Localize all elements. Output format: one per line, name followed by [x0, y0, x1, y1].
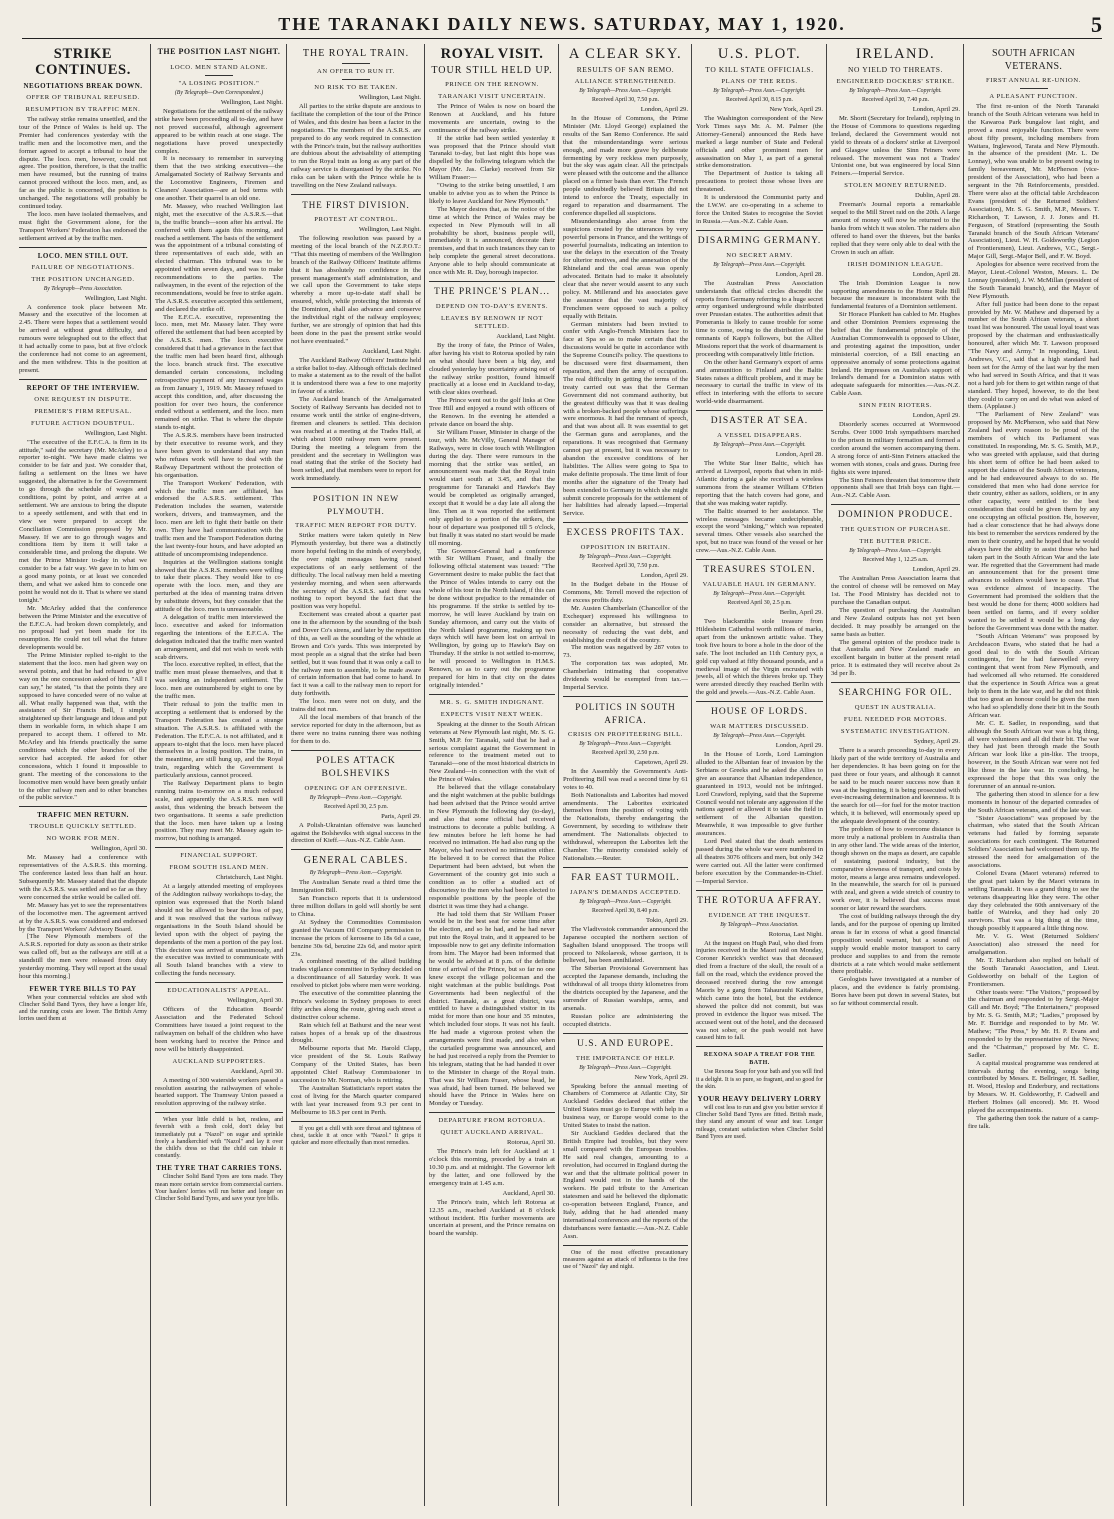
- subheading: NEGOTIATIONS BREAK DOWN.: [23, 82, 143, 90]
- credit-line: By Telegraph—Press Assn.—Copyright.: [579, 88, 672, 94]
- column-8: [965, 44, 1102, 1506]
- subheading: TRAFFIC MEN REPORT FOR DUTY.: [295, 522, 417, 530]
- column-rule: [691, 44, 692, 1506]
- dateline: London, April 29.: [640, 572, 688, 580]
- headline: POLITICS IN SOUTH AFRICA.: [575, 701, 676, 725]
- headline: DOMINION PRODUCE.: [837, 510, 954, 521]
- subheading: STOLEN MONEY RETURNED.: [844, 182, 947, 190]
- received-line: Received April 30, 7.40 p.m.: [862, 97, 929, 103]
- article-paragraph: At Sydney the Commodities Commission granted the Vacuum Oil Company permission to increase the prices of kerosene to 18s 6d a case, benzine 30s 6d, benzine 22s 6d, and motor spirit 23s.: [291, 918, 421, 958]
- article-paragraph: Inquiries at the Wellington stations tonight showed that the A.S.R.S. members were willing to take their places. They would like to co-operate with the loco. men, and they are perturbed at the idea of manning trains driven by substitute drivers, but they consider that the attitude of the loco. men is unreasonable.: [155, 558, 283, 614]
- subheading: FINANCIAL SUPPORT.: [180, 852, 258, 860]
- article-paragraph: At the inquest on Hugh Paul, who died from injuries received in the Maori raid on Monday, Coroner Kenrick's verdict was that deceased died from a fracture of the skull, the result of a fall on the road, which the evidence proved the deceased received during the row amongst Maoris by a gang from Tahaurauhi Kaitahere, which came into the hotel, but the evidence showed the police did not commit, but was proved in evidence the liquor was mixed. The accused went out of the hotel, and the deceased was not sober, or the push would not have caused him to fall.: [696, 939, 823, 1042]
- article-paragraph: Sir William Fraser, Minister in charge of the tour, with Mr. McVilly, General Manager of Railways, were in close touch with Wellington during the day. There were rumours in the morning that the strike was settled, an announcement was made that the Royal train would start south at 3.45, and that the programme for Taranaki and Hawke's Bay would be completed as originally arranged, except that it would be a day late all along the line. Then as it was reported the settlement only applied to a portion of the strikers, the hour of departure was postponed till 5 o'clock, but finally it was stated no start would be made till morning.: [429, 428, 555, 547]
- dateline: Wellington, Last Night.: [358, 94, 421, 101]
- headline: SEARCHING FOR OIL.: [838, 688, 953, 699]
- credit-line: By Telegraph—Press Association.: [43, 285, 123, 292]
- article-paragraph: The loco. executive replied, in effect, that the traffic men must please themselves, and that it was seeking an independent settlement. The loco. men are outnumbered by eight to one by the traffic men.: [155, 661, 283, 701]
- article-paragraph: [The New Plymouth members of the A.S.R.S. reported for duty as soon as their strike was called off, but as the railways are still at a standstill the men were released from duty yesterday morning. They will report at the usual hour this morning.]: [19, 933, 147, 980]
- article-paragraph: A conference took place between Mr. Massey and the executive of the locomen at 2.45. There were hopes that a settlement would be arrived at without great difficulty, and rumours were telegraphed out to the effect that it had actually come to pass, but at five o'clock the conference had not come to an agreement, and the men withdrew. This is the position at present.: [19, 303, 147, 374]
- subheading: CRISIS ON PROFITEERING BILL.: [568, 730, 683, 738]
- received-line: Received April 30, 2.5 p.m.: [323, 803, 389, 810]
- subheading: EDUCATIONALISTS' APPEAL.: [167, 987, 271, 995]
- advert-text: One of the most effective precautionary measures against an attack of influenza is the free use of "Nazol" day and night.: [563, 1249, 688, 1271]
- headline: THE FIRST DIVISION.: [302, 199, 410, 210]
- article-paragraph: Mr. McArley added that the conference between the Prime Minister and the executive of the E.F.C.A. had broken down completely, and no proposal had yet been made for its resumption. He could not tell what the future developments would be.: [19, 604, 147, 652]
- article-paragraph: A Polish-Ukrainian offensive was launched against the Bolsheviks with signal success in the direction of Kieff.—Aus.-N.Z. Cable Assn.: [291, 821, 421, 845]
- article-paragraph: Freeman's Journal reports a remarkable sequel to the Mill Street raid on the 20th. A large amount of money will now be returned to the banks from which it was stolen. The raiders also offered to hand over the thieves, but the banks replied that they were only able to deal with the Crown in such an affair.: [831, 201, 960, 256]
- article-paragraph: Speaking at the dinner to the South African veterans at New Plymouth last night, Mr. S. G. Smith, M.P. for Taranaki, said that he had a serious complaint against the Government in reference to the treatment meted out to Taranaki—one of the most historical districts in New Zealand—in connection with the visit of the Prince of Wales.: [429, 720, 555, 784]
- article-paragraph: Geologists have investigated at a number of places, and the evidence is fairly promising. Bores have been put down in several States, but so far without commercial result.: [831, 976, 960, 1008]
- dateline: Sydney, April 29.: [913, 738, 960, 746]
- article-paragraph: Mr. Austen Chamberlain (Chancellor of the Exchequer) expressed his willingness to consider an alternative, but stressed the necessity of reducing the vast debt, and establishing the credit of the country.: [563, 604, 688, 644]
- headline: THE POSITION LAST NIGHT.: [157, 47, 281, 56]
- article-paragraph: Mr. Massey had a conference with representatives of the A.S.R.S. this morning. The conference lasted less than half an hour. Subsequently Mr. Massey stated that the dispute with the A.S.R.S. was settled and so far as they were concerned the strike would be called off.: [19, 854, 147, 901]
- dateline: Wellington, Last Night.: [358, 225, 421, 233]
- dateline: Dublin, April 28.: [914, 192, 960, 200]
- article-paragraph: "South African Veterans" was proposed by Archdeacon Evans, who stated that he had a good deal to do with the South African contingents, for he had farewelled every contingent that went from New Plymouth, and had welcomed all who returned. He considered that the experience in South Africa was a great help to them in the late war, and he did not think that too great an honour could be given the men who had so splendidly done their bit in the South African war.: [968, 632, 1099, 719]
- article-paragraph: The E.F.C.A. executive, representing the loco. men, met Mr. Massey later. They were offered the settlement that had been accepted by the A.S.R.S. men. The loco. executive considered that it had a grievance in the fact that the traffic men had been heard first, although the loco. branch struck first. The executive demanded certain concessions, including retrospective payment of any increased wages as from January 1, 1919. Mr. Massey refused to accept this condition, and, after discussing the position for over two hours, the conference ended without a settlement, and the loco. men remained on strike. That is where the dispute stands to-night.: [155, 313, 283, 432]
- subheading: TOUR STILL HELD UP.: [431, 65, 553, 76]
- article-paragraph: Excitement was created about a quarter past one in the afternoon by the sounding of the bush and Dover Co's sirens, and later by the repetition of this, as well as the sounding of the whistle at Brown and Co's yards. This was interpreted by most people as a signal that the strike had been settled, but it was found that it was only a call to the railway men to assemble, to be made aware of certain information that had come to hand. In fact it was a call to the railway men to report for duty forthwith.: [291, 611, 421, 698]
- subheading: WAR MATTERS DISCUSSED.: [710, 723, 809, 731]
- subheading: "A LOSING POSITION.": [178, 80, 260, 87]
- headline: FAR EAST TURMOIL.: [571, 872, 680, 883]
- article-paragraph: The White Star liner Baltic, which has arrived at Liverpool, reports that when in mid-Atlantic during a gale she received a wireless summons from the steamer William O'Brien reporting that the hatch covers had gone, and that she was making water rapidly.: [696, 460, 823, 507]
- article-paragraph: The Australian Senate read a third time the Immigration Bill.: [291, 879, 421, 895]
- article-paragraph: The Australian Press Association understands that official circles discredit the reports from Germany referring to a huge secret army organised underground while distributed over Prussian estates. The authorities admit that Pomerania is likely to cause trouble for some time to come, owing to the distribution of the remnants of Kapp's followers, but the Allied Missions report that the work of disarmament is proceeding with comparatively little friction.: [696, 279, 823, 358]
- article-paragraph: "Owing to the strike being unsettled, I am unable to advise you as to when the Prince is likely to leave Auckland for New Plymouth.": [429, 182, 555, 205]
- article-paragraph: The Auckland branch of the Amalgamated Society of Railway Servants has decided not to resume work until the strike of engine-drivers, firemen and cleaners is settled. This decision was reached at a meeting at the Trades Hall, at which about 1000 railway men were present. During the meeting a telegram from the president and the secretary in Wellington was read stating that the strike of the Society had been settled, and that members were to report for work immediately.: [291, 396, 421, 483]
- subheading: THE QUESTION OF PURCHASE.: [840, 526, 951, 534]
- article-paragraph: Melbourne reports that Mr. Harold Clapp, vice president of the St. Louis Railway Company of the United States, has been appointed Chief Railway Commissioner in succession to Mr. Norman, who is retiring.: [291, 1045, 421, 1084]
- subheading: IRISH DOMINION LEAGUE.: [847, 260, 944, 268]
- credit-line: By Telegraph—Press Assn.—Copyright.: [579, 898, 672, 905]
- dateline: London, April 29.: [912, 106, 960, 113]
- article-paragraph: It is necessary to remember in surveying them that the two striking executives—the Amalgamated Society of Railway Servants and the Locomotive Engineers, Firemen and Cleaners' Association—are at bed terms with one another. Their quarrel is an old one.: [155, 155, 283, 202]
- advert-text: If you get a chill with sore throat and tightness of chest, tackle it at once with "Nazol." It grips it quicker and more effectually than most remedies.: [291, 1125, 421, 1146]
- received-line: Received April 30, 8.40 p.m.: [592, 907, 659, 914]
- subheading: OPENING OF AN OFFENSIVE.: [304, 784, 408, 792]
- dateline: Auckland, Last Night.: [362, 347, 421, 355]
- article-paragraph: The executive of the committee planning the Prince's welcome in Sydney proposes to erect fifty arches along the route, giving each street a distinctive colour scheme.: [291, 990, 421, 1021]
- subheading: PLANS OF THE REDS.: [721, 78, 798, 85]
- article-paragraph: The Prince went out to the golf links at One Tree Hill and enjoyed a round with officers of the Renown. In the evening he attended a private dance on board the ship.: [429, 397, 555, 428]
- article-paragraph: The Australian Press Association learns that the control of cheese will be removed on May 1st. The Food Ministry has decided not to purchase the Canadian output.: [831, 575, 960, 606]
- article-paragraph: German ministers had been invited to confer with Anglo-French Ministers face to face at Spa so as to make certain that the discussions would be quite in accordance with the Supreme Council's policy. The questions to be discussed were first disarmament, then reparation, and then the army of occupation. The real difficulty in getting the terms of the treaty carried out was that the German Government did not command authority, but the greatest difficulty was that it was dealing with a broken-backed people whose sufferings were enormous. It had the remnant of speech, and that was about all. It was essential to get the German guns and aeroplanes, and the reparations. It was recognised that Germany cannot pay at present, but it was necessary to abandon the excessive conditions of her liabilities. The Allies were going to Spa to make definite proposals. The time limit of four months after the signature of the Treaty had been extended to Germany in which she might submit concrete proposals for the settlement of her liabilities had already lapsed.—Imperial Service.: [563, 320, 688, 518]
- column-rule: [963, 44, 964, 1506]
- dateline: Paris, April 29.: [381, 812, 421, 820]
- column-6: [693, 44, 826, 1506]
- article-paragraph: The problem of how to overcome distance is more truly a national problem in Australia than in any other land. The wide areas of the interior, though shown on the maps as desert, are capable of sustaining pastoral industry, but the comparative slowness of transport, and costs by motor, means a large area remains undeveloped. In the meanwhile, the search for oil is pursued with zeal, and given a wide stretch of country to work over, it is believed that success must sooner or later reward the searchers.: [831, 826, 960, 913]
- dateline: Auckland, April 30.: [230, 1067, 283, 1075]
- subheading: DEPEND ON TO-DAY'S EVENTS.: [435, 302, 549, 310]
- subheading: QUIET AUCKLAND ARRIVAL.: [440, 1129, 544, 1137]
- headline: TREASURES STOLEN.: [703, 565, 816, 576]
- masthead: [22, 14, 1102, 39]
- article-paragraph: The Australian Statistician's report states the cost of living for the March quarter compared with last year increased from 9.3 per cent in Melbourne to 18.3 per cent in Perth.: [291, 1084, 421, 1116]
- article-paragraph: The Baltic steamed to her assistance. The wireless messages became undecipherable, except the word "sinking," which was repeated several times. Other vessels also searched the spot, but no trace was found of the vessel or her crew.—Aus.-N.Z. Cable Assn.: [696, 507, 823, 555]
- received-line: Received April 30, 7.50 p.m.: [592, 97, 659, 103]
- article-paragraph: It is understood the Communist party and the I.W.W. are co-operating in a scheme to force the United States to recognise the Soviet in Russia.—Aus.-N.Z. Cable Assn.: [696, 194, 823, 225]
- article-paragraph: Mr. C. E. Sadler, in responding, said that although the South African war was a big thing, all were volunteers and all did their bit. The war they had just been through made the South African war look like a pin-like. The troops, however, in the South African war were not fed like those in the late war. In concluding, he expressed the hope that this was only the forerunner of an annual re-union.: [968, 719, 1099, 790]
- subheading: AN OFFER TO RUN IT.: [317, 68, 395, 75]
- column-rule: [826, 44, 827, 1506]
- article-paragraph: Mr. V. G. West (Returned Soldiers' Association) also stressed the need for amalgamation.: [968, 933, 1099, 956]
- advert-heading: THE TYRE THAT CARRIES TONS.: [156, 1164, 282, 1173]
- credit-line: By Telegraph—Press Assn.—Copyright.: [713, 733, 806, 740]
- advert-text: will cost less to run and give you better service if Clincher Solid Band Tyres are fitted. British made, they stand any amount of wear and tear. Longer mileage, constant satisfaction when Clincher Solid Band Tyres are used.: [696, 1104, 823, 1140]
- article-paragraph: The loco. men have isolated themselves, and must fight the Government alone, for the Transport Workers' Federation has endorsed the settlement arrived at by the traffic men.: [19, 210, 147, 242]
- article-paragraph: Misunderstandings also arose from the suspicions created by the utterances by very powerful persons in France, and the writings of powerful journalists, indicating an intention to use the delays in the execution of the Treaty for ulterior motives, and the annexation of the Rhineland and the coal areas was openly advocated. Britain had to make it absolutely clear that she never would assent to any such policy. M. Millerand and his associates gave the assurance that the vast majority of Frenchmen were opposed to such a policy equally with Britain.: [563, 217, 688, 320]
- credit-line: By Telegraph—Press Assn.—Copyright.: [713, 261, 806, 268]
- article-paragraph: The question of purchasing the Australian and New Zealand outputs has not yet been decided. It may possibly be arranged on the same basis as butter.: [831, 606, 960, 638]
- dateline: Wellington, April 30.: [227, 997, 283, 1005]
- article-paragraph: Strike matters were taken quietly in New Plymouth yesterday, but there was a distinctly more hopeful feeling in the minds of everybody, the over night messages having raised expectations of an early settlement of the difficulty. The local railway men held a meeting yesterday morning, and when seen afterwards the secretary of the A.S.R.S. said there was nothing to report beyond the fact that the position was very hopeful.: [291, 532, 421, 611]
- article-paragraph: The A.S.R.S. members have been instructed by their executive to resume work, and they have been given to understand that any man who refuses work will have to deal with the Railway Department without the protection of his organisation.: [155, 432, 283, 479]
- dateline: Rotorua, Last Night.: [768, 930, 823, 938]
- subheading: MR. S. G. SMITH INDIGNANT.: [439, 698, 545, 706]
- article-paragraph: A capital musical programme was rendered at intervals during the evening, songs being contributed by Messrs. E. Bellringer, H. Sadlier, H. Wood, Heslop and Enderbury, and recitations by Messrs. W. H. Goldsworthy, F. Cadwell and Herbert Holmes (all encored). Mr. H. Wood played the accompaniments.: [968, 1059, 1099, 1115]
- article-paragraph: Russian police are administering the occupied districts.: [563, 1012, 688, 1028]
- credit-line: By Telegraph—Press Assn.—Copyright.: [579, 740, 672, 747]
- subheading: FAILURE OF NEGOTIATIONS.: [31, 263, 135, 271]
- subheading: ALLIANCE STRENGTHENED.: [574, 78, 677, 85]
- credit-line: By Telegraph—Press Assn.—Copyright.: [849, 548, 942, 555]
- advert-text: When your commercial vehicles are shod with Clincher Solid Band Tyres, they have a longer life, and the running costs are lower. The British Army lorries used them at: [19, 994, 147, 1023]
- article-paragraph: Mr. Massey has yet to see the representatives of the locomotive men. The agreement arrived at by the A.S.R.S. was considered and endorsed by the Transport Workers' Advisory Board.: [19, 901, 147, 933]
- article-paragraph: Two blacksmiths stole treasure from Hildesheim Cathedral worth millions of marks, apart from the unknown artistic value. They took five hours to bore a hole in the door of the safe. The loot included an 11th Century pyx, a gold cup valued at fifty thousand pounds, and a medieval image of the Virgin encrusted with jewels, all of which the thieves broke up. They were arrested directly they reached Berlin with the gold and jewels.—Aus.-N.Z. Cable Assn.: [696, 618, 823, 697]
- subheading: FROM SOUTH ISLAND MEN.: [169, 864, 269, 872]
- article-paragraph: "Sister Associations" was proposed by the chairman, who stated that the South African veterans had failed by forming separate associations for each contingent. The Returned Soldiers' Association had welcomed them up. He stressed the need for amalgamation of the associations.: [968, 814, 1099, 869]
- received-line: Received May 1, 12.25 a.m.: [862, 557, 929, 564]
- column-rule: [286, 44, 287, 1506]
- subheading: TROUBLE QUICKLY SETTLED.: [29, 823, 137, 831]
- subheading: DEPARTURE FROM ROTORUA.: [438, 1117, 546, 1125]
- article-paragraph: In the House of Lords, Lord Lamington alluded to the Albanian fear of invasion by the Serbians or Greeks and he asked the Allies to give an assurance that Albanian independence, guaranteed in 1913, would not be infringed. Lord Crawford, replying, said that the Supreme Council would not tolerate any aggression if the nations agreed or allowed it to take the field in settlement of the Albanian question. Meanwhile, it was impossible to give further assurances.: [696, 751, 823, 838]
- headline: HOUSE OF LORDS.: [710, 707, 809, 718]
- dateline: London, April 29.: [640, 106, 688, 113]
- article-paragraph: Mr. Shortt (Secretary for Ireland), replying in the House of Commons to questions regarding Ireland, declared the Government would not yield to threats of a dockers' strike at Liverpool and Glasgow unless the Sinn Feiners were released. The movement was not a Trades' Unionist one, but was engineered by local Sinn Feiners.—Imperial Service.: [831, 115, 960, 178]
- credit-line: By Telegraph—Press Assn.—Copyright.: [713, 88, 806, 94]
- subheading: TARANAKI VISIT UNCERTAIN.: [438, 93, 546, 100]
- article-paragraph: Negotiations for the settlement of the railway strike have been proceeding all to-day, and have not proved successful, although agreement appeared to be within reach at one stage. The negotiations have proved unexpectedly complex.: [155, 108, 283, 155]
- dateline: Auckland, April 30.: [502, 1189, 555, 1197]
- headline: THE ROYAL TRAIN.: [302, 48, 410, 59]
- subheading: QUEST IN AUSTRALIA.: [854, 704, 937, 712]
- article-paragraph: The following resolution was passed by a meeting of the local branch of the N.Z.P.O.T.: "That this meeting of members of the Wellington branch of the Railway Officers' Institute affirms that it has absolutely no confidence in the present management's staff administration, and we call upon the Government to take steps whereby a more up-to-date staff shall be ensured, which, while protecting the interests of the Dominion, shall also advance and conserve the individual right of the railway employees; further, we are strongly of opinion that had this been done in the past the present strike would not have eventuated.": [291, 234, 421, 345]
- dateline: Capetown, April 29.: [634, 758, 688, 766]
- subheading: RESULTS OF SAN REMO.: [576, 65, 675, 74]
- column-rule: [558, 44, 559, 1506]
- article-paragraph: "The Parliament of New Zealand" was proposed by Mr. McPherson, who said that New Zealand had every reason to be proud of the members of which its Parliament was constituted. In responding, Mr. S. G. Smith, M.P., who was greeted with applause, said that during his short term of office he had been asked to support the claims of the South African veterans, and he had endeavoured always to do so. He considered that men who had done service for their country, either as sailors, soldiers, or in any other capacity, were entitled to the best consideration that could be given them by any one occupying an official position. He, however, had a clear conscience that he had always done his best to remember the services rendered by the men to their country, and he hoped that he would always have the ability to assist those who had taken part in the South African War and the late war. He regretted that the Government had made an announcement that for the present time advances to soldiers would have to cease. That was evidence almost of incapacity. The Government had promised the soldiers that the best would be done for them; 4000 soldiers had been settled on farms, and if every soldier wanted to be settled it would be a long day before the Government was done with the matter.: [968, 411, 1099, 632]
- subheading: AUCKLAND SUPPORTERS.: [172, 1057, 266, 1065]
- subheading: EXPECTS VISIT NEXT WEEK.: [440, 710, 544, 718]
- article-paragraph: The cost of building railways through the dry lands, and for the purpose of opening up limited areas is far in excess of what a good financial proposition would warrant, but a sound oil supply would enable motor transport to carry produce and supplies to and from the remote districts at a rate which would make settlement there profitable.: [831, 913, 960, 976]
- article-paragraph: The gathering then stood in silence for a few moments in honour of the departed comrades of the South African veterans, and of the late war.: [968, 790, 1099, 814]
- advert-text: When your little child is hot, restless, and feverish with a fresh cold, don't delay but immediately put a "Nazol" on sugar and sprinkle freely a handkerchief with "Nazol" and lay it over the child's dress so that the child can inhale it constantly.: [155, 1117, 283, 1160]
- credit-line: (By Telegraph—Own Correspondent.): [174, 90, 264, 96]
- subheading: LOCO. MEN STILL OUT.: [37, 251, 129, 260]
- article-paragraph: A meeting of 300 waterside workers passed a resolution assuring the railwaymen of whole-hearted support. The Tramway Union passed a resolution approving of the railway strike.: [155, 1076, 283, 1108]
- dateline: Wellington, April 30.: [91, 845, 147, 853]
- article-paragraph: The corporation tax was adopted, Mr. Chamberlain intimating that cooperative dividends would be exempted from tax.—Imperial Service.: [563, 660, 688, 691]
- subheading: A PLEASANT FUNCTION.: [989, 93, 1078, 100]
- dateline: Berlin, April 29.: [779, 609, 823, 617]
- article-paragraph: At a largely attended meeting of employees of the Addington railway workshops to-day, the opinion was expressed that the North Island should not be allowed to bear the loss of pay, and it was resolved that the various railway organisations in the South Island should be levied upon with the object of paying the dependants of the men a portion of the pay lost. This decision was arrived at unanimously, and the executive was invited to communicate with all South Island branches with a view to collecting the funds necessary.: [155, 883, 283, 978]
- advert-text: Use Rexona Soap for your bath and you will find it a delight. It is so pure, so fragrant, and so good for the skin.: [696, 1069, 823, 1090]
- article-paragraph: Officers of the Education Boards' Association and the Federated School Committees have issued a joint request to the railwaymen on behalf of the children who have been working hard to receive the Prince and now will be bitterly disappointed.: [155, 1006, 283, 1053]
- article-paragraph: The Prince of Wales is now on board the Renown at Auckland, and his future movements are uncertain, owing to the continuance of the railway strike.: [429, 103, 555, 134]
- article-paragraph: Disorderly scenes occurred at Wormwood Scrubs. Over 1000 Irish sympathisers marched to the prison in military formation and formed a cordon around the women accompanying them. A strong force of anti-Sinn Feiners attacked the women with stones, coals and grass. During free fights six were injured.: [831, 421, 960, 476]
- credit-line: By Telegraph—Press Assn.—Copyright.: [849, 88, 942, 94]
- column-rule: [424, 44, 425, 1506]
- subheading: EVIDENCE AT THE INQUEST.: [708, 911, 811, 919]
- dateline: London, April 28.: [912, 270, 960, 278]
- subheading: PRINCE ON THE RENOWN.: [445, 81, 539, 88]
- article-paragraph: The Mayor desires that, as the notice of the time at which the Prince of Wales may be expected in New Plymouth will in all probability be short, business people will, immediately it is announced, decorate their premises, and that in such instances they can to help complete the general street decorations. Anyone able to help should communicate at once with Mr. R. Day, borough inspector.: [429, 205, 555, 277]
- subheading: LEAVES BY RENOWN IF NOT SETTLED.: [440, 314, 544, 330]
- dateline: London, April 29.: [775, 742, 823, 750]
- headline: THE PRINCE'S PLAN...: [434, 286, 550, 297]
- article-paragraph: "The executive of the E.F.C.A. is firm in its attitude," said the secretary (Mr. McArley) to a reporter to-night. "We have made claims we consider to be fair and just. We consider that, failing a settlement on the lines we have suggested, the alternative is for the Government to go through the schedule of wages and conditions, point by point, and arrive at a settlement. We are anxious to bring the dispute to a speedy settlement, and with that end in view we were prepared to accept the Conciliation Commission proposed by Mr. Massey. If we are to go through wages and conditions item by item it will take a considerable time, and prolong the dispute. We met the Prime Minister to-day in what we consider to be a fair way. We gave in to him on a good many points, or at least we conceded them, and what we asked him to concede one point he would not do it. That is where we stand tonight.": [19, 438, 147, 604]
- headline: U.S. AND EUROPE.: [576, 1038, 675, 1049]
- advert-heading: REXONA SOAP A TREAT FOR THE BATH.: [703, 1052, 816, 1067]
- received-line: Received April 30, 2.50 p.m.: [592, 749, 659, 756]
- subheading: THE IMPORTANCE OF HELP.: [575, 1054, 676, 1062]
- advert-heading: YOUR HEAVY DELIVERY LORRY: [697, 1094, 822, 1103]
- column-3: [288, 44, 424, 1506]
- article-paragraph: The Department of Justice is taking all precautions to protect those whose lives are threatened.: [696, 170, 823, 194]
- headline: DISASTER AT SEA.: [710, 416, 809, 427]
- subheading: ONE REQUEST IN DISPUTE.: [34, 395, 132, 403]
- article-paragraph: The Auckland Railway Officers' Institute held a strike ballot to-day. Although officials declined to make a statement as to the result of the ballot it is understood there was a few to one majority in favour of a strike.: [291, 356, 421, 396]
- subheading: A VESSEL DISAPPEARS.: [717, 432, 802, 440]
- article-paragraph: The loco. men were not on duty, and the trains did not run.: [291, 698, 421, 714]
- dateline: New York, April 29.: [634, 1073, 688, 1081]
- subheading: OFFER OF TRIBUNAL REFUSED.: [26, 94, 140, 101]
- credit-line: By Telegraph—Press Assn.—Copyright.: [579, 554, 672, 561]
- article-paragraph: After full justice had been done to the repast provided by Mr. W. Mathew and dispersed by a number of the South African veterans, a short toast list was honoured. The usual loyal toast was proposed by the chairman and enthusiastically honoured, after which Mr. T. Lawson proposed "The Navy and Army." In responding, Lieut. Andrews, V.C., said that a high standard had been set for the Army of the last war by the men who had served in South Africa, and that it was not a hard job for them to get within range of that standard. They hoped, however, to do the best they could to carry on and do what was asked of them. (Applause.): [968, 300, 1099, 411]
- credit-line: By Telegraph—Press Assn.—Copyright.: [579, 1064, 672, 1071]
- subheading: NO WORK FOR MEN.: [46, 835, 120, 843]
- subheading: PREMIER'S FIRM REFUSAL.: [34, 407, 132, 415]
- article-paragraph: If the strike had been settled yesterday it was proposed that the Prince should visit Taranaki to-day, but last night this hope was dispelled by the following telegram which the Mayor (Mr. Jas. Clarke) received from Sir William Fraser:—: [429, 134, 555, 182]
- subheading: THE POSITION UNCHANGED.: [31, 275, 135, 283]
- headline: STRIKE CONTINUES.: [35, 46, 131, 78]
- article-paragraph: The Siberian Provisional Government has accepted the Japanese demands, including the withdrawal of all troops thirty kilometres from the districts occupied by the Japanese, and the surrender of Russian warships, arms, and arsenals.: [563, 965, 688, 1012]
- headline: U.S. PLOT.: [717, 46, 802, 62]
- subheading: SINN FEIN RIOTERS.: [858, 402, 933, 410]
- article-paragraph: By the irony of fate, the Prince of Wales, after having his visit to Rotorua spoiled by rain on what should have been a big day, and clouded yesterday by uncertainty arising out of the railway strike position, found himself practically at a loose end in Auckland to-day, with clear skies overhead.: [429, 341, 555, 397]
- article-paragraph: The Prince's train, which left Rotorua at 12.35 a.m., reached Auckland at 8 o'clock without incident. His further movements are uncertain at present, and the Prince remains on board the warship.: [429, 1198, 555, 1238]
- column-7: [828, 44, 963, 1506]
- article-paragraph: The general opinion of the produce trade is that Australia and New Zealand made an excellent bargain in butter at the present retail price. It is estimated they will receive about 2s 3d per lb.: [831, 638, 960, 678]
- credit-line: By Telegraph—Press Assn.—Copyright.: [713, 442, 806, 449]
- headline: GENERAL CABLES.: [303, 855, 409, 867]
- article-paragraph: The Governor-General had a conference with Sir William Fraser, and finally the following official statement was issued: "The Government desire to make public the fact that the Prince of Wales intends to carry out the whole of his tour in the North Island, if this can be done without prejudice to the remainder of his programme. If the strike is settled by to-morrow, he will leave Auckland by train on Sunday afternoon, and carry out the visits of the North Island programme, making up two days which will have been lost on arrival in Wellington, by going up to Hawke's Bay on Thursday. If the strike is not settled to-morrow, he will proceed to Wellington in H.M.S. Renown, so as to carry out the programme prepared for him in that city on the dates originally intended.": [429, 547, 555, 689]
- subheading: ENGINEERED DOCKERS' STRIKE.: [836, 78, 955, 85]
- article-paragraph: On the other hand Germany's export of arms and ammunition to Finland and the Baltic States raises a difficult problem, and it may be necessary to curtail the traffic in view of its effect in interfering with the efforts to secure world-wide disarmament.: [696, 358, 823, 406]
- article-paragraph: He believed that the village constabulary and the night watchmen at the public buildings had been advised that the Prince would arrive in New Plymouth the following day (to-day), and also that some official had received instructions to decorate a public building. A few minutes before he left home he had received no intimation. He had also rung up the Mayor, who had received no intimation either. He believed it to be correct that the Police Department had been advised, but when the Government of the country got into such a condition as to offer a studied act of discourtesy to the men who had been elected to responsible positions by the people of the district it was time they had a change.: [429, 784, 555, 910]
- dateline: New York, April 29.: [769, 106, 823, 113]
- newspaper-title: THE TARANAKI DAILY NEWS. SATURDAY, MAY 1, 1920.: [278, 14, 846, 34]
- dateline: London, April 28.: [775, 270, 823, 278]
- article-paragraph: Both Nationalists and Laborites had moved amendments. The Laborites extricated themselves from the position of voting with the Nationalists, thereby endangering the Government, by seceding to withdraw their amendment. The Nationalists objected to withdrawal, whereupon the Laborites left the Chamber. The minority consisted solely of Nationalists.—Reuter.: [563, 791, 688, 862]
- article-paragraph: The Transport Workers' Federation, with which the traffic men are affiliated, has endorsed the A.S.R.S. settlement. This Federation includes the seamen, waterside workers, drivers, and tramwaymen, and the loco. men are left to fight their battle on their own. They have had communication with the traffic men and the Transport Federation during the last twenty-four hours, and have adopted an attitude of uncompromising independence.: [155, 479, 283, 558]
- article-paragraph: San Francisco reports that it is understood three million dollars in gold will shortly be sent to China.: [291, 895, 421, 918]
- advert-heading: FEWER TYRE BILLS TO PAY: [29, 984, 137, 993]
- subheading: JAPAN'S DEMANDS ACCEPTED.: [569, 888, 682, 896]
- headline: EXCESS PROFITS TAX.: [566, 528, 685, 539]
- article-paragraph: Lord Peel stated that the death sentences passed during the whole war were numbered in all theatres 3076 officers and men, but only 342 were carried out. All the latter were confirmed before execution by the Commander-in-Chief.—Imperial Service.: [696, 838, 823, 885]
- headline: POLES ATTACK BOLSHEVIKS: [316, 755, 396, 779]
- article-paragraph: There is a search proceeding to-day in every likely part of the wide territory of Australia and her dependencies. It has been going on for the past three or four years, and although it cannot be said to be much nearer success now than it was at the beginning, it is being prosecuted with ever-increasing determination and keenness. It is the search for oil—for fuel for the motor traction which, it is believed, will enormously speed up the adequate development of the country.: [831, 747, 960, 826]
- page-number: 5: [1091, 12, 1102, 37]
- headline: THE ROTORUA AFFRAY.: [697, 895, 822, 906]
- article-paragraph: The railway strike remains unsettled, and the tour of the Prince of Wales is held up. The Premier had conferences yesterday with the traffic men and the locomotive men, and the former agreed to accept a tribunal to hear the dispute. The loco. men, however, could not agree. The position, therefore, is that the traffic men have resumed, but the running of trains cannot proceed without the loco. men, and, as far as the public is concerned, the position is unchanged. The negotiations will probably be continued today.: [19, 116, 147, 210]
- article-paragraph: All the local members of that branch of the service reported for duty in the afternoon, but as there were no trains running there was nothing for them to do.: [291, 714, 421, 745]
- subheading: PROTEST AT CONTROL.: [314, 215, 398, 223]
- subheading: LOCO. MEN STAND ALONE.: [170, 64, 268, 71]
- subheading: NO YIELD TO THREATS.: [847, 65, 944, 74]
- article-paragraph: Rain which fell at Bathurst and the near west raises hopes of a break up of the disastrous drought.: [291, 1021, 421, 1045]
- column-5: [560, 44, 691, 1506]
- article-paragraph: Apologies for absence were received from the Mayor, Lieut.-Colonel Weston, Messrs. L. De Lonnay (president), J. W. McMillan (president of the South Taranaki branch), and the Mayor of New Plymouth.: [968, 261, 1099, 300]
- dateline: London, April 28.: [775, 451, 823, 459]
- received-line: Received April 30, 7.50 p.m.: [592, 563, 659, 570]
- subheading: RESUMPTION BY TRAFFIC MEN.: [25, 106, 141, 113]
- received-line: Received April 30, 2.5 p.m.: [727, 600, 792, 607]
- subheading: FIRST ANNUAL RE-UNION.: [985, 77, 1082, 84]
- article-paragraph: The Prince's train left for Auckland at 1 o'clock this morning, preceded by a train at 10.30 p.m. and at midnight. The Governor left by the latter, and one followed by the emergency train at 1.45 a.m.: [429, 1148, 555, 1187]
- credit-line: By Telegraph—Press Assn.—Copyright.: [309, 870, 403, 877]
- article-paragraph: The Washington correspondent of the New York Times says Mr. A. M. Palmer (the Attorney-General) announced the Reds have marked a large number of State and Federal officials and other prominent men for assassination on May 1, as part of a general strike demonstration.: [696, 115, 823, 170]
- credit-line: By Telegraph—Press Association.: [720, 921, 799, 928]
- subheading: SYSTEMATIC INVESTIGATION.: [840, 728, 951, 736]
- article-paragraph: The motion was negatived by 287 votes to 73.: [563, 644, 688, 660]
- article-paragraph: The Irish Dominion League is now supporting amendments to the Home Rule Bill because the measure is inconsistent with the fundamental features of a Dominion settlement.: [831, 279, 960, 311]
- dateline: Wellington, Last Night.: [84, 429, 147, 437]
- subheading: OPPOSITION IN BRITAIN.: [580, 544, 671, 552]
- article-paragraph: All parties to the strike dispute are anxious to facilitate the completion of the tour of the Prince of Wales, and this desire has been a factor in the negotiations. The members of the A.S.R.S. are prepared to do any work required in connection with the Prince's train, but the railway authorities are dubious about the advisability of attempting to run the Royal train as long as any part of the railway service is disorganised by the strike. No risks can be taken with the Prince while he is travelling on the New Zealand railways.: [291, 103, 421, 190]
- subheading: TRAFFIC MEN RETURN.: [37, 811, 129, 820]
- headline: DISARMING GERMANY.: [697, 235, 822, 246]
- headline: A CLEAR SKY.: [568, 46, 683, 62]
- subheading: FUTURE ACTION DOUBTFUL.: [30, 419, 136, 427]
- credit-line: By Telegraph—Press Assn.—Copyright.: [309, 794, 403, 801]
- article-paragraph: Speaking before the annual meeting of Chambers of Commerce at Atlantic City, Sir Auckland Geddes declared that either the United States must go to Europe with help in a business way, or Europe would come to the United States to insist the nation.: [563, 1082, 688, 1130]
- subheading: NO RISK TO BE TAKEN.: [314, 84, 398, 91]
- article-paragraph: Their refusal to join the traffic men in accepting a settlement that is endorsed by the Transport Federation has created a strange situation. The A.S.R.S. is affiliated with the Federation. The E.F.C.A. is not affiliated, and it appears to-night that the loco. men have placed themselves in a losing position. The trains, in the meantime, are still hung up, and the Royal train, regarding which the Government is particularly anxious, cannot proceed.: [155, 700, 283, 780]
- dateline: Christchurch, Last Night.: [215, 874, 283, 882]
- dateline: Wellington, Last Night.: [84, 294, 147, 302]
- article-paragraph: The Vladivostok commander announced the Japanese occupied the northern section of Saghalien Island unopposed. The troops will proceed to Nikolaevsk, whose garrison, it is believed, has been annihilated.: [563, 925, 688, 965]
- subheading: THE BUTTER PRICE.: [859, 538, 932, 546]
- column-rule: [150, 44, 151, 1506]
- article-paragraph: The first re-union of the North Taranaki branch of the South African veterans was held in the Kawaroa Park bungalow last night, and proved a most enjoyable function. There were about fifty present, including members from Waitara, Inglewood, Tarata and New Plymouth. In the absence of the president (Mr. L. De Lonnay), who was unable to be present owing to family bereavement, Mr. McPherson (vice-president of the Association), who had been a sergeant in the 7th Reinforcements, presided. There were also at the official table Archdeacon Evans (president of the Returned Soldiers' Association), Mr. S. G. Smith, M.P., Messrs. T. Richardson, T. Lawson, J. J. Jones and H. Ferguson, of Stratford (representing the South Taranaki branch of the South African Veterans' Association), Lieut. W. H. Goldsworthy (Legion of Frontiersmen), Lieut. Andrews, V.C., Sergt.-Major Gill, Sergt.-Major Bell, and F. W. Boyd.: [968, 103, 1099, 261]
- article-paragraph: The Sinn Feiners threaten that tomorrow their opponents shall see that Irish boys can fight.—Aus.-N.Z. Cable Assn.: [831, 476, 960, 500]
- dateline: Auckland, Last Night.: [496, 332, 555, 340]
- article-paragraph: In the Assembly the Government's Anti-Profiteering Bill was read a second time by 61 votes to 40.: [563, 767, 688, 791]
- article-paragraph: The Railway Department plans to begin running trains to-morrow on a much reduced scale, and apparently the A.S.R.S. men will assist, thus widening the breach between the two organisations. It seems a safe prediction that the loco. men have taken up a losing position. They may meet Mr. Massey again to-morrow, but nothing is arranged.: [155, 780, 283, 843]
- received-line: Received April 30, 8.15 p.m.: [726, 97, 793, 103]
- subheading: VALUABLE HAUL IN GERMANY.: [702, 581, 817, 589]
- dateline: London, April 29.: [912, 566, 960, 574]
- article-paragraph: Sir Auckland Geddes declared that the British Empire had troubles, but they were small compared with the European troubles. He said real changes, amounting to a revolution, had occurred in England during the war and that the ultimate political power in England would rest in the hands of the workers. He paid tribute to the American statesmen and said he believed the diplomatic co-operation between England, France, and Italy, adding that he had attended many international conferences and the reports of the disturbances were fantastic.—Aus.-N.Z. Cable Assn.: [563, 1130, 688, 1240]
- article-paragraph: The gathering then took the nature of a camp-fire talk.: [968, 1115, 1099, 1130]
- article-paragraph: He had told them that Sir William Fraser would be in the best seat for some time after the election, and so he had, and he had never put into the Royal train, and it appeared to be impossible now to get any definite information from him. The Mayor had been informed that he would be advised at 8 p.m. of the definite time of arrival of the Prince, but so far no one knew except the village policeman and the night watchman at the public buildings. Post Governments had been neglectful of the district. Taranaki, as a great district, was entitled to have a distinguished visitor in its midst for more than one hour and 35 minutes, which included four stops. It was not his fault. He had made a vigorous protest when the arrangements were first made, and also when the curtailed programme was announced, and he had just received a reply from the Premier to his telegram, stating that he had handed it over to the Minister in charge of the Royal train. That was Sir William Fraser, whose head, he was afraid, had been turned. He believed we should have the Prince in Wales here on Monday or Tuesday.: [429, 910, 555, 1108]
- headline: POSITION IN NEW PLYMOUTH.: [312, 493, 400, 517]
- subheading: REPORT OF THE INTERVIEW.: [26, 383, 140, 392]
- article-paragraph: A delegation of traffic men interviewed the loco. executive and asked for information regarding the intentions of the E.F.C.A. The delegation indicated that the traffic men wanted an arrangement, and did not wish to work with scab drivers.: [155, 614, 283, 661]
- headline: IRELAND.: [855, 46, 936, 62]
- column-1: [16, 44, 150, 1506]
- column-2: [152, 44, 286, 1506]
- subheading: FUEL NEEDED FOR MOTORS.: [843, 716, 948, 724]
- dateline: London, April 29.: [912, 412, 960, 420]
- article-paragraph: In the Budget debate in the House of Commons, Mr. Terrell moved the rejection of the excess profits duty.: [563, 581, 688, 605]
- advert-text: Clincher Solid Band Tyres are tons made. They mean more certain service from commercial carriers. Your haulers' lorries will run better and longer on Clincher Solid Band Tyres, and save your tyre bills.: [155, 1174, 283, 1203]
- headline: ROYAL VISIT.: [440, 46, 544, 62]
- subheading: NO SECRET ARMY.: [726, 251, 793, 259]
- article-paragraph: Other toasts were: "The Visitors," proposed by the chairman and responded to by Sergt.-Major Gill and Mr. Boyd; "The Entertainers," proposed by Mr. S. G. Smith, M.P.; "Ladies," proposed by Mr. F. Burridge and responded to by Mr. W. Mathew; "The Press," by Mr. H. P. Evans and responded to by the representative of the News; and the "Chairman," proposed by Mr. C. E. Sadler.: [968, 988, 1099, 1059]
- article-paragraph: The Prime Minister replied to-night to the statement that the loco. men had given way on several points, and that he had refused to give way on the one concession asked of him. "All I can say," he stated, "is that the points they are supposed to have conceded were of no value at all. What really happened was that, with the assistance of Sir Francis Bell, I simply straightened up their language and ideas and put them in workable form, in which shape I am prepared to accept them. I offered to Mr. McArley and his friends practically the same conditions which the other branches of the service had accepted. He asked for other concessions, which I found it impossible to grant. The meeting of the concessions to the locomotive men would have been greatly unfair to the other railway men and to other branches of the public service.": [19, 652, 147, 802]
- article-paragraph: Mr. Massey, who reached Wellington last night, met the executive of the A.S.R.S.—that is, the traffic branch—soon after his arrival. He conferred with them again this morning, and reached a settlement. The basis of the settlement was the appointment of a tribunal consisting of three representatives of each side, with an elected chairman. This tribunal was to be appointed within seven days, and was to make recommendations to the parties. The railwaymen, in the event of the rejection of the recommendations, would be free to strike again. The A.S.R.S. executive accepted this settlement, and declared the strike off.: [155, 202, 283, 313]
- article-paragraph: Sir Horace Plunkett has cabled to Mr. Hughes and other Dominion Premiers expressing the belief that the fundamental principle of the Australian Commonwealth is opposed to Ulster, and protesting against the imposition, under ministerial coercion, of a Bill enacting an oppressive anomaly of some protections against Ireland. He impresses on Australia's support of Ireland's demand for a Dominion status with adequate safeguards for minorities.—Aus.-N.Z. Cable Assn.: [831, 311, 960, 398]
- article-paragraph: Mr. T. Richardson also replied on behalf of the South Taranaki Association, and Lieut. Goldsworthy on behalf of the Legion of Frontiersmen.: [968, 956, 1099, 988]
- subheading: TO KILL STATE OFFICIALS.: [705, 65, 814, 74]
- column-4: [426, 44, 558, 1506]
- credit-line: By Telegraph—Press Assn.—Copyright.: [713, 591, 806, 598]
- article-paragraph: A combined meeting of the allied building trades vigilance committee in Sydney decided on a discontinuance of all Saturday work. It was resolved to picket jobs where men were working.: [291, 958, 422, 990]
- headline: SOUTH AFRICAN VETERANS.: [991, 48, 1076, 72]
- dateline: Wellington, Last Night.: [220, 99, 283, 106]
- article-paragraph: Colonel Evans (Maori veterans) referred to the great part taken by the Maori veterans in settling Taranaki. It was a grand thing to see the veterans disappearing like they were. The other day they celebrated the 60th anniversary of the battle of Waireka, and they had only 20 survivors. That was a big thing at the time, though possibly it appeared a little thing now.: [968, 869, 1099, 933]
- dateline: Rotorua, April 30.: [507, 1139, 555, 1147]
- dateline: Tokio, April 29.: [645, 916, 688, 924]
- article-paragraph: In the House of Commons, the Prime Minister (Mr. Lloyd George) explained the results of the San Remo Conference. He said that the misunderstandings were serious enough, and made more grave by deliberate fermenting by very reckless men purposely, but the sky was again clear. All the principals were pleased with the outcome and the alliance placed on a firmer basis than ever. The French people undoubtedly believed Britain did not intend to enforce the Treaty, especially in regard to reparation and disarmament. The conference dispelled all suspicions.: [563, 115, 688, 217]
